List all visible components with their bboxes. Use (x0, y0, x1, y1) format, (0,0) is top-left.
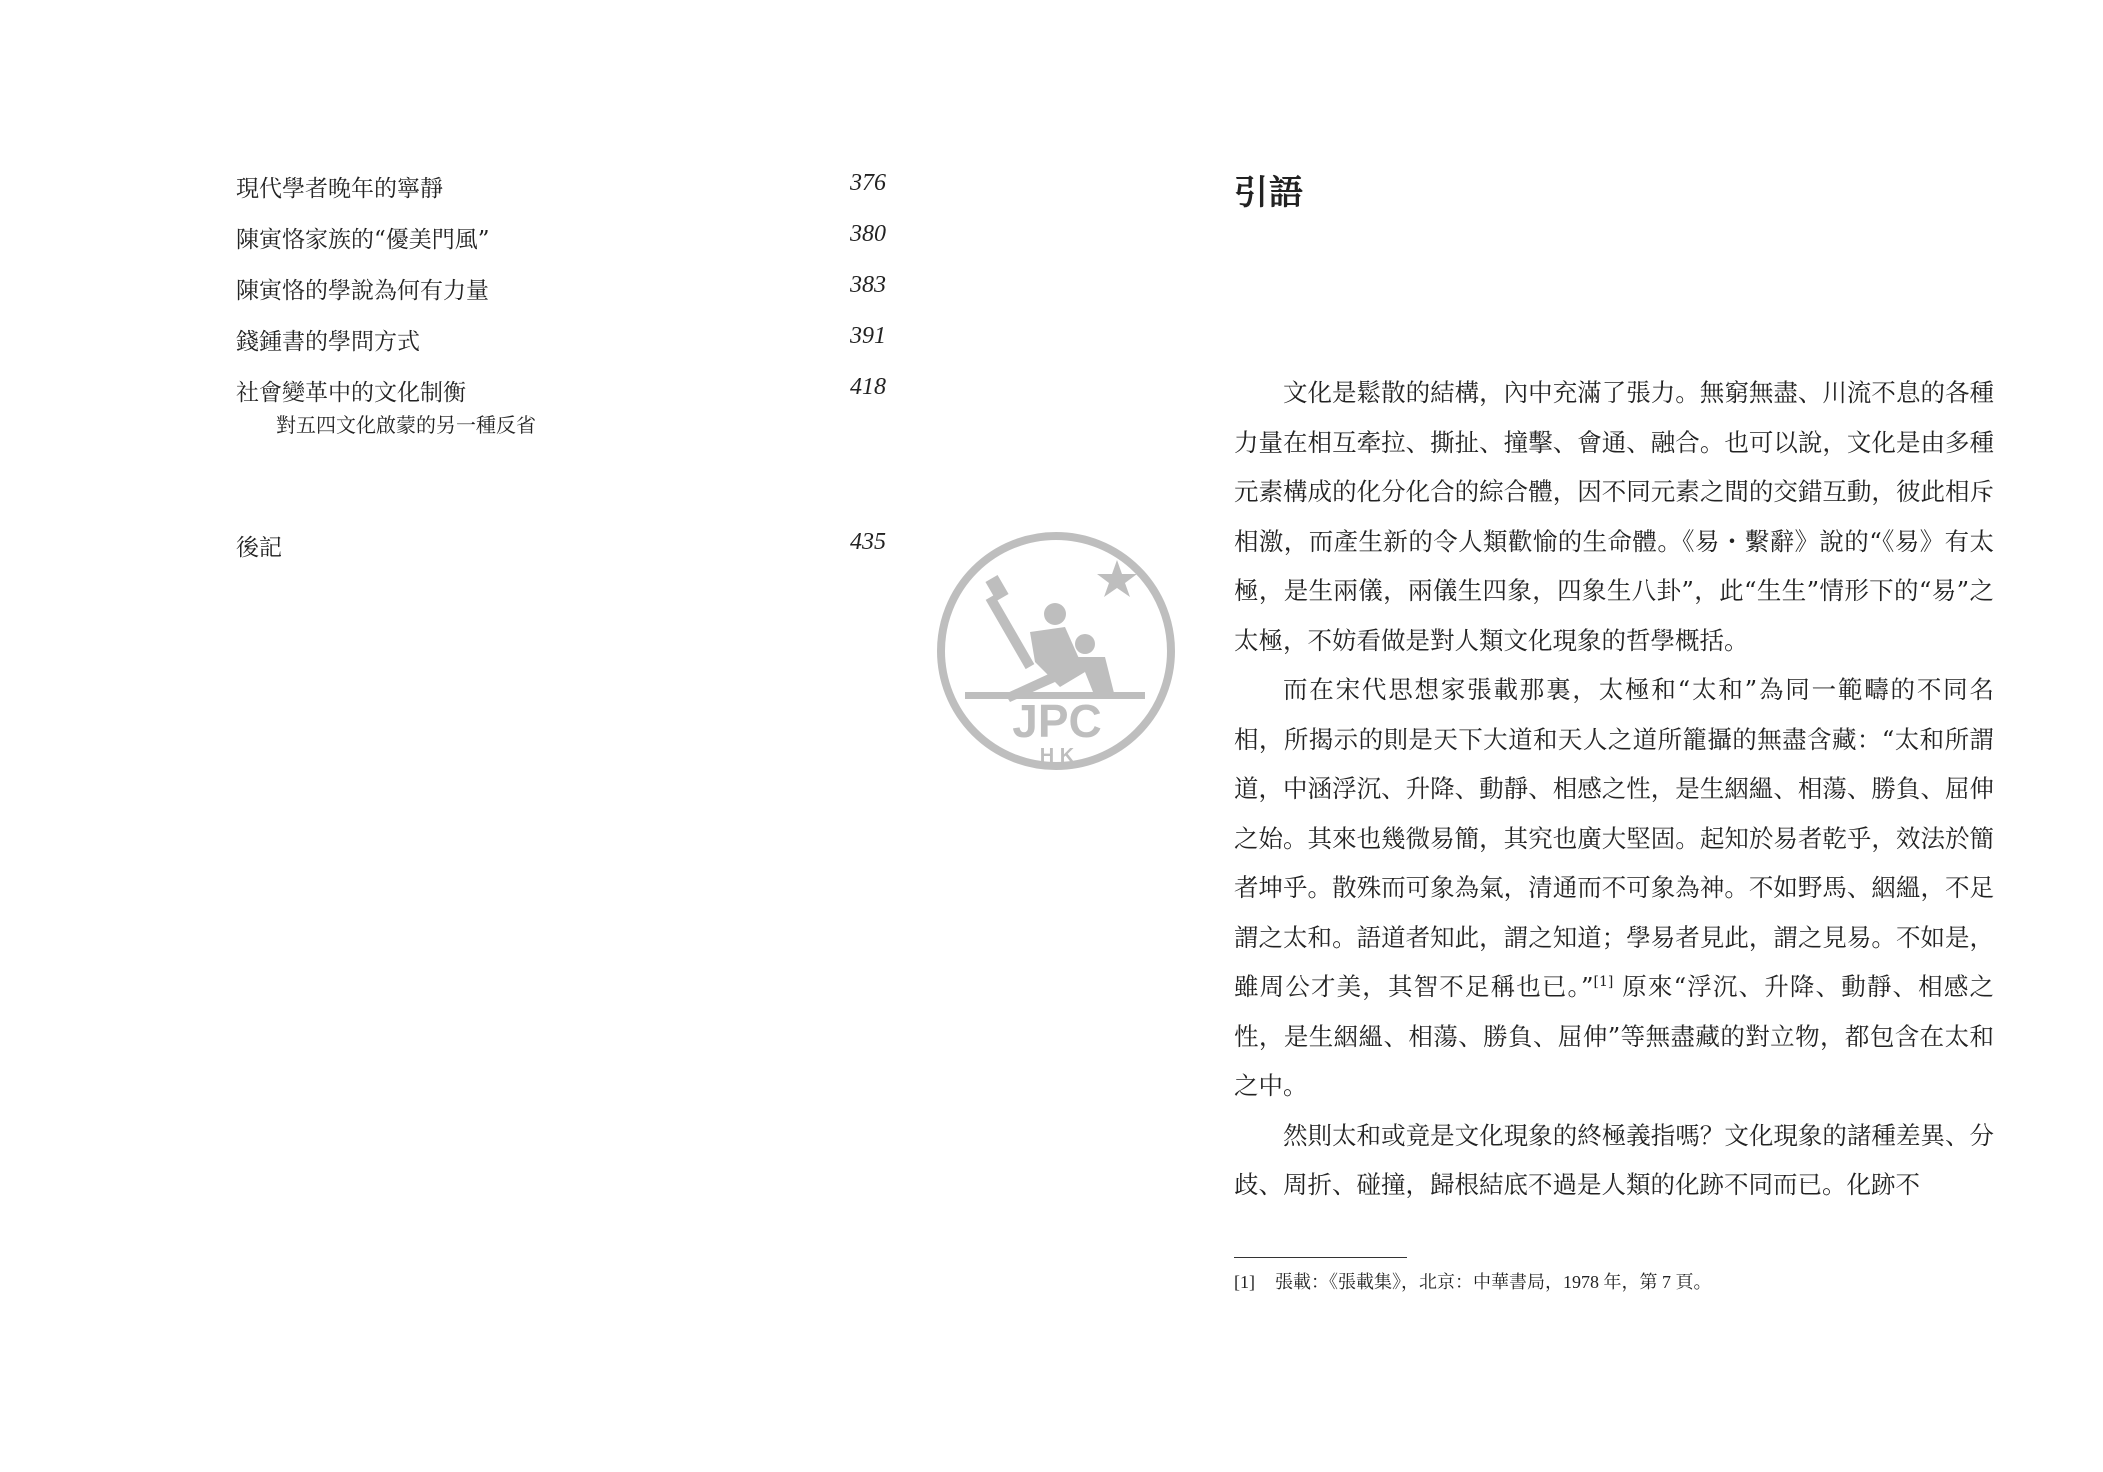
toc-entry[interactable] (236, 217, 886, 268)
toc-entry-title: 社會變革中的文化制衡 (236, 380, 466, 406)
chapter-heading: 引語 (1234, 173, 1304, 213)
footnote (1234, 1268, 1712, 1294)
toc-entry-page: 383 (850, 272, 886, 298)
watermark-subtext: H K (1039, 745, 1075, 767)
toc-entry-title: 錢鍾書的學問方式 (236, 329, 420, 355)
toc-entry[interactable] (236, 525, 886, 576)
footnote-number: [1] (1234, 1272, 1255, 1292)
toc-entry[interactable] (236, 319, 886, 370)
paragraph-text: 原來“浮沉、升降、動靜、相感之性，是生絪縕、相蕩、勝負、屈伸”等無盡藏的對立物，都包含在太和之中。 (1234, 972, 1994, 1100)
jpc-watermark-stamp (935, 522, 1179, 780)
toc-entry-page: 435 (850, 529, 886, 555)
paragraph: 然則太和或竟是文化現象的終極義指嗎？文化現象的諸種差異、分歧、周折、碰撞，歸根結底不過是人類的化跡不同而已。化跡不 (1234, 1120, 1994, 1199)
toc-entry[interactable] (236, 166, 886, 217)
toc-entry-page: 380 (850, 221, 886, 247)
footnote-text: 張載：《張載集》，北京：中華書局，1978 年，第 7 頁。 (1275, 1272, 1712, 1292)
paragraph-text: 而在宋代思想家張載那裏，太極和“太和”為同一範疇的不同名相，所揭示的則是天下大道和天人之道所籠攝的無盡含藏：“太和所謂道，中涵浮沉、升降、動靜、相感之性，是生絪縕、相蕩、勝負、屈伸之始。其來也幾微易簡，其究也廣大堅固。起知於易者乾乎，效法於簡者坤乎。散殊而可象為氣，清通而不可象為神。不如野馬、絪縕，不足謂之太和。語道者知此，謂之知道；學易者見此，謂之見易。不如是，雖周公才美，其智不足稱也已。” (1234, 675, 1994, 1001)
toc-entry-page: 391 (850, 323, 886, 349)
footnote-reference[interactable]: [1] (1593, 973, 1614, 990)
table-of-contents (236, 166, 886, 576)
chapter-header (1234, 165, 1974, 214)
toc-entry[interactable] (236, 268, 886, 319)
toc-entry-title: 陳寅恪家族的“優美門風” (236, 227, 490, 253)
watermark-text: JPC (1012, 695, 1102, 747)
toc-entry-title: 現代學者晚年的寧靜 (236, 176, 443, 202)
toc-entry-page: 376 (850, 170, 886, 196)
chapter-body (1234, 368, 1994, 1210)
toc-entry-title: 後記 (236, 535, 282, 561)
toc-entry-title: 陳寅恪的學說為何有力量 (236, 278, 489, 304)
paragraph: 文化是鬆散的結構，內中充滿了張力。無窮無盡、川流不息的各種力量在相互牽拉、撕扯、撞擊、會通、融合。也可以說，文化是由多種元素構成的化分化合的綜合體，因不同元素之間的交錯互動，彼此相斥相激，而產生新的令人類歡愉的生命體。《易・繫辭》說的“《易》有太極，是生兩儀，兩儀生四象，四象生八卦”，此“生生”情形下的“易”之太極，不妨看做是對人類文化現象的哲學概括。 (1234, 378, 1994, 655)
toc-entry-subtitle: 對五四文化啟蒙的另一種反省 (276, 413, 536, 437)
paragraph (1234, 665, 1994, 1111)
toc-entry-page: 418 (850, 374, 886, 400)
footnote-divider (1234, 1257, 1407, 1258)
